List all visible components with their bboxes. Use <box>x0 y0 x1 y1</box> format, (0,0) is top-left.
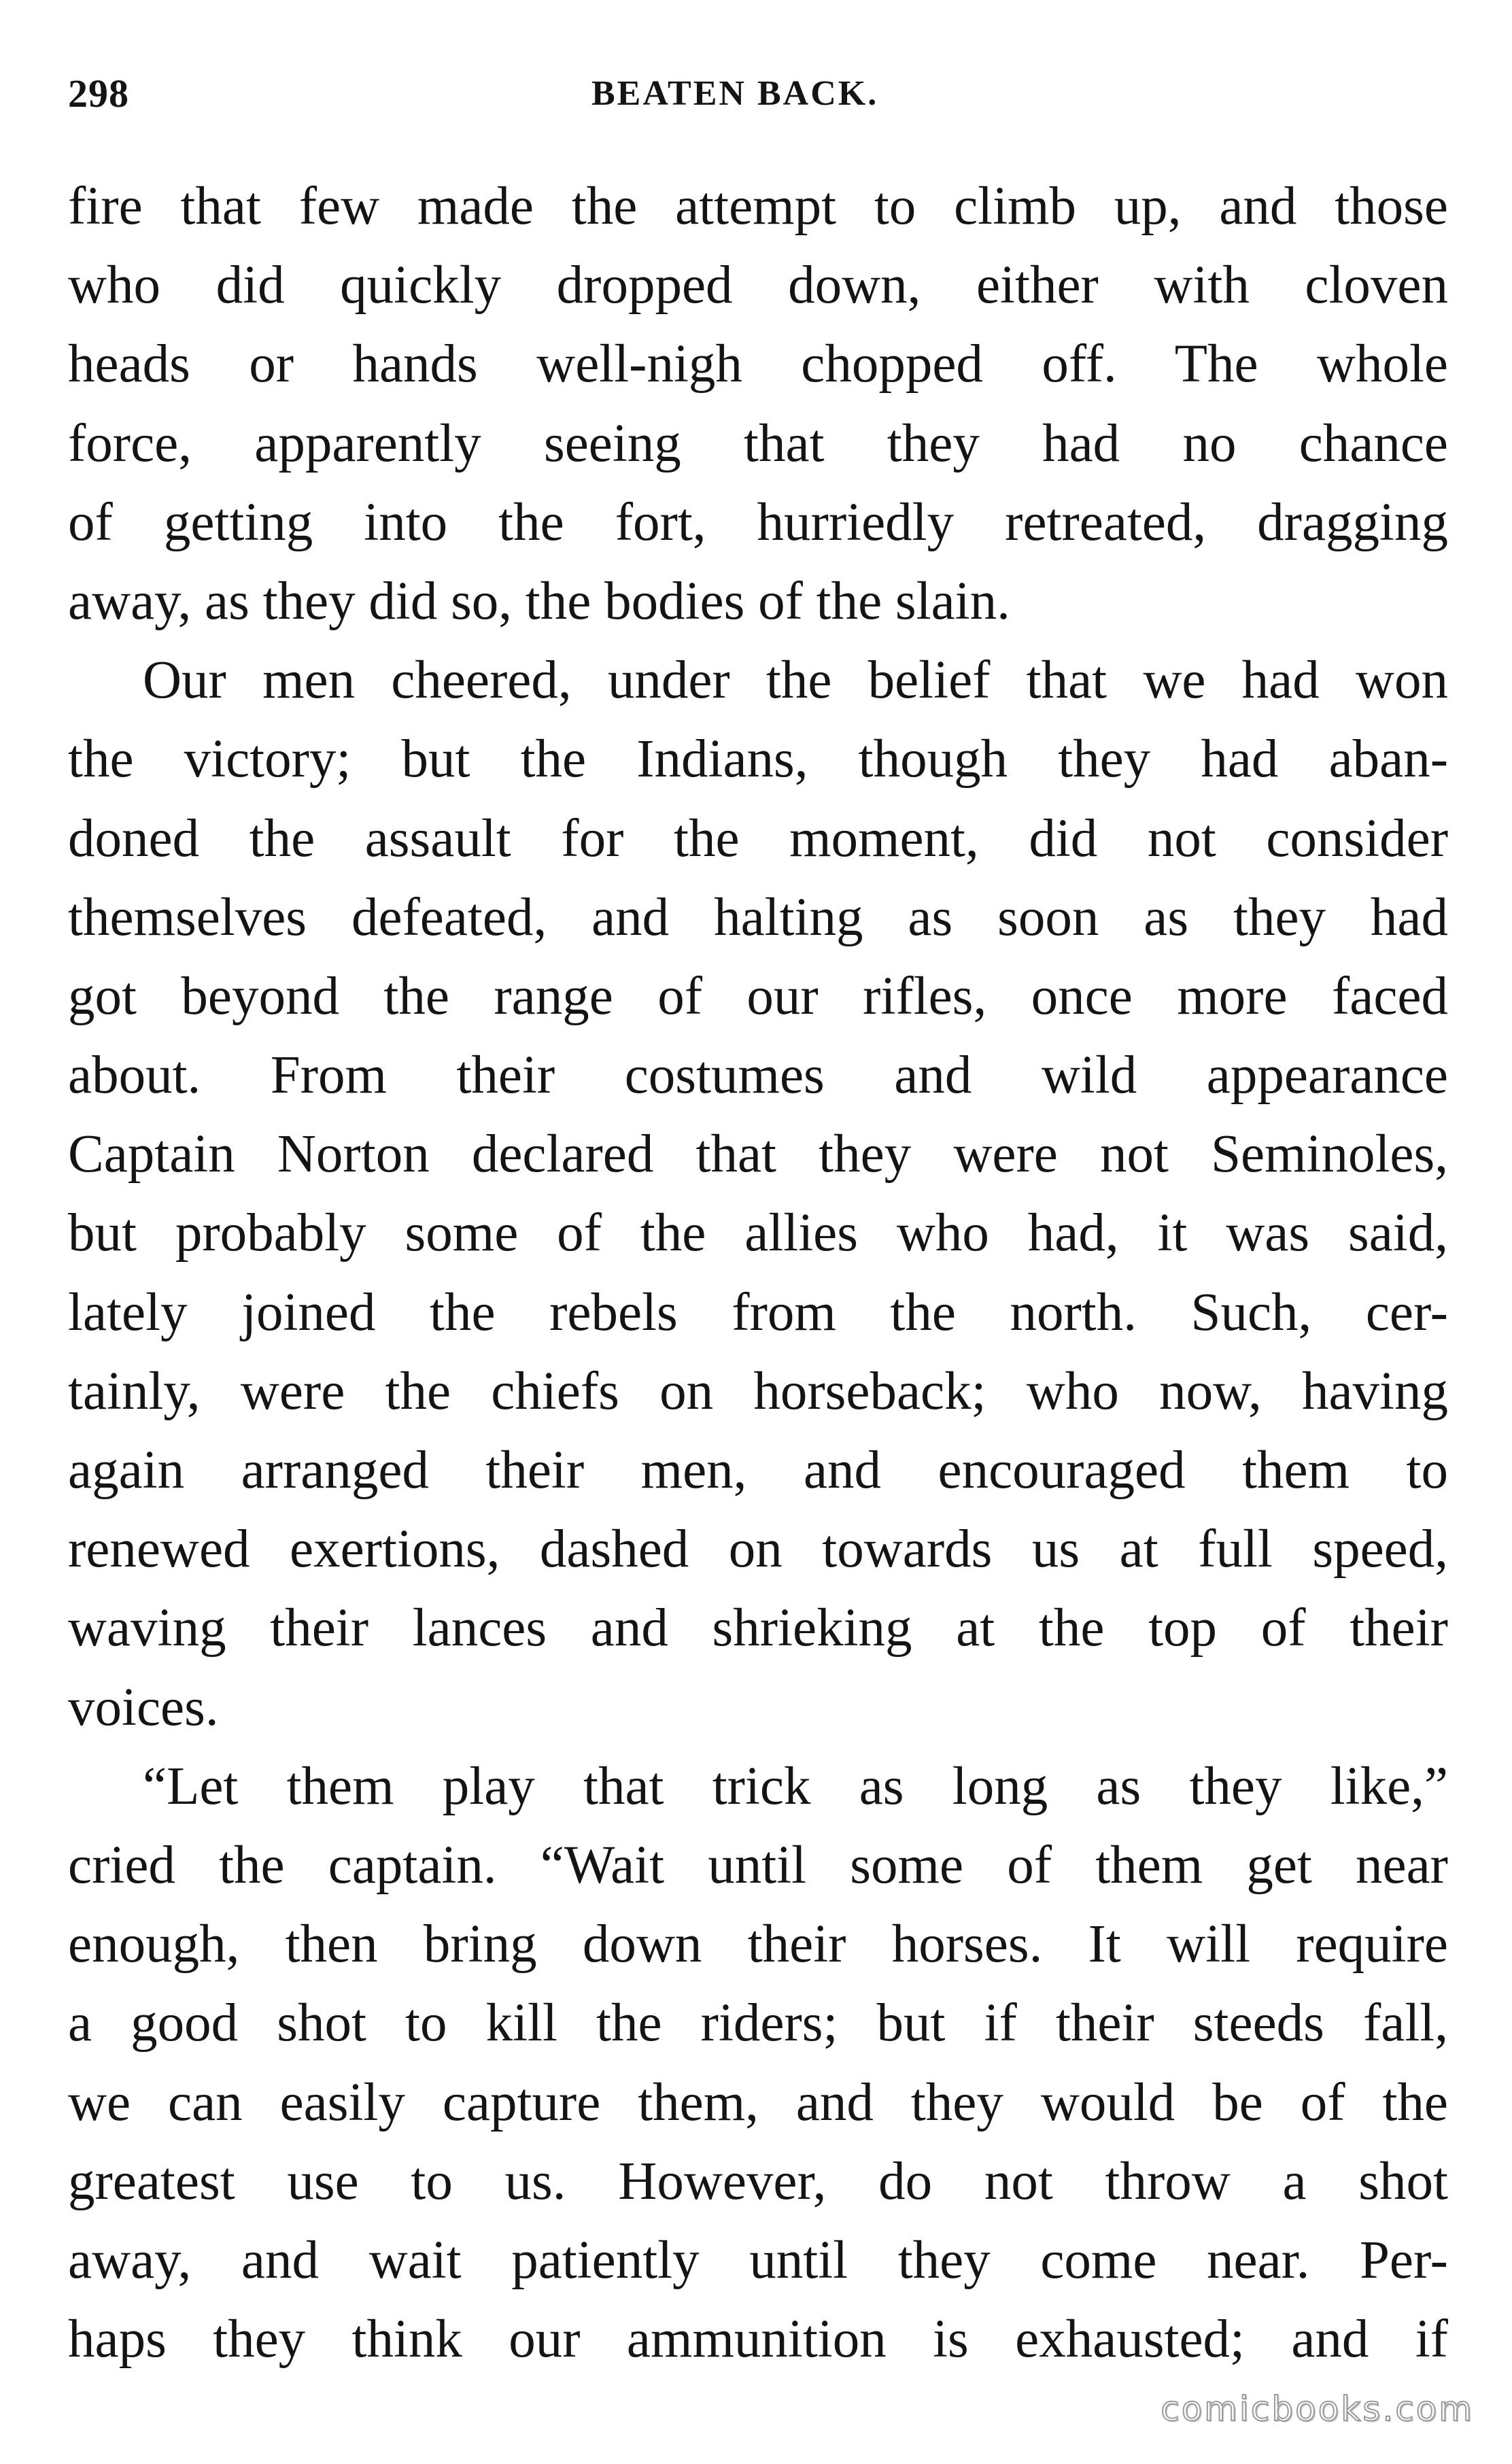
body-text <box>68 167 1448 2379</box>
text-line: “Let them play that trick as long as they like,” <box>143 1756 1448 1816</box>
text-line: we can easily capture them, and they would be of the <box>68 2072 1448 2132</box>
text-line: Our men cheered, under the belief that we had won <box>143 651 1448 711</box>
text-line: haps they think our ammunition is exhausted; and if <box>68 2310 1448 2369</box>
text-line: themselves defeated, and halting as soon as they had <box>68 887 1448 947</box>
text-line: waving their lances and shrieking at the top of their <box>68 1598 1448 1658</box>
text-line: who did quickly dropped down, either with cloven <box>68 256 1448 315</box>
text-line: heads or hands well-nigh chopped off. The whole <box>68 335 1448 394</box>
text-line: fire that few made the attempt to climb up, and those <box>68 177 1448 236</box>
text-line: again arranged their men, and encouraged them to <box>68 1441 1448 1500</box>
text-line: Captain Norton declared that they were not Seminoles, <box>68 1125 1448 1184</box>
text-line: greatest use to us. However, do not throw a shot <box>68 2151 1448 2211</box>
text-line: cried the captain. “Wait until some of them get near <box>68 1835 1448 1895</box>
text-line: away, and wait patiently until they come near. Per- <box>68 2230 1448 2290</box>
text-line: enough, then bring down their horses. It will require <box>68 1915 1448 1974</box>
text-line: the victory; but the Indians, though they had aban- <box>68 730 1448 789</box>
text-line: voices. <box>68 1677 219 1737</box>
watermark-logo: comicbooks.com <box>1161 2389 1474 2429</box>
text-line: doned the assault for the moment, did not consider <box>68 808 1448 868</box>
text-line: about. From their costumes and wild appearance <box>68 1046 1448 1106</box>
text-line: away, as they did so, the bodies of the slain. <box>68 571 1010 631</box>
text-line: got beyond the range of our rifles, once more faced <box>68 966 1448 1026</box>
text-line: but probably some of the allies who had, it was said, <box>68 1203 1448 1263</box>
page-header <box>68 60 1448 128</box>
running-head: BEATEN BACK. <box>591 74 879 113</box>
page-number: 298 <box>68 71 129 116</box>
text-line: a good shot to kill the riders; but if their steeds fall, <box>68 1994 1448 2053</box>
text-line: force, apparently seeing that they had no chance <box>68 413 1448 473</box>
text-line: tainly, were the chiefs on horseback; who now, having <box>68 1361 1448 1421</box>
text-line: of getting into the fort, hurriedly retreated, dragging <box>68 492 1448 552</box>
text-line: lately joined the rebels from the north. Such, cer- <box>68 1282 1448 1342</box>
text-line: renewed exertions, dashed on towards us at full speed, <box>68 1520 1448 1579</box>
